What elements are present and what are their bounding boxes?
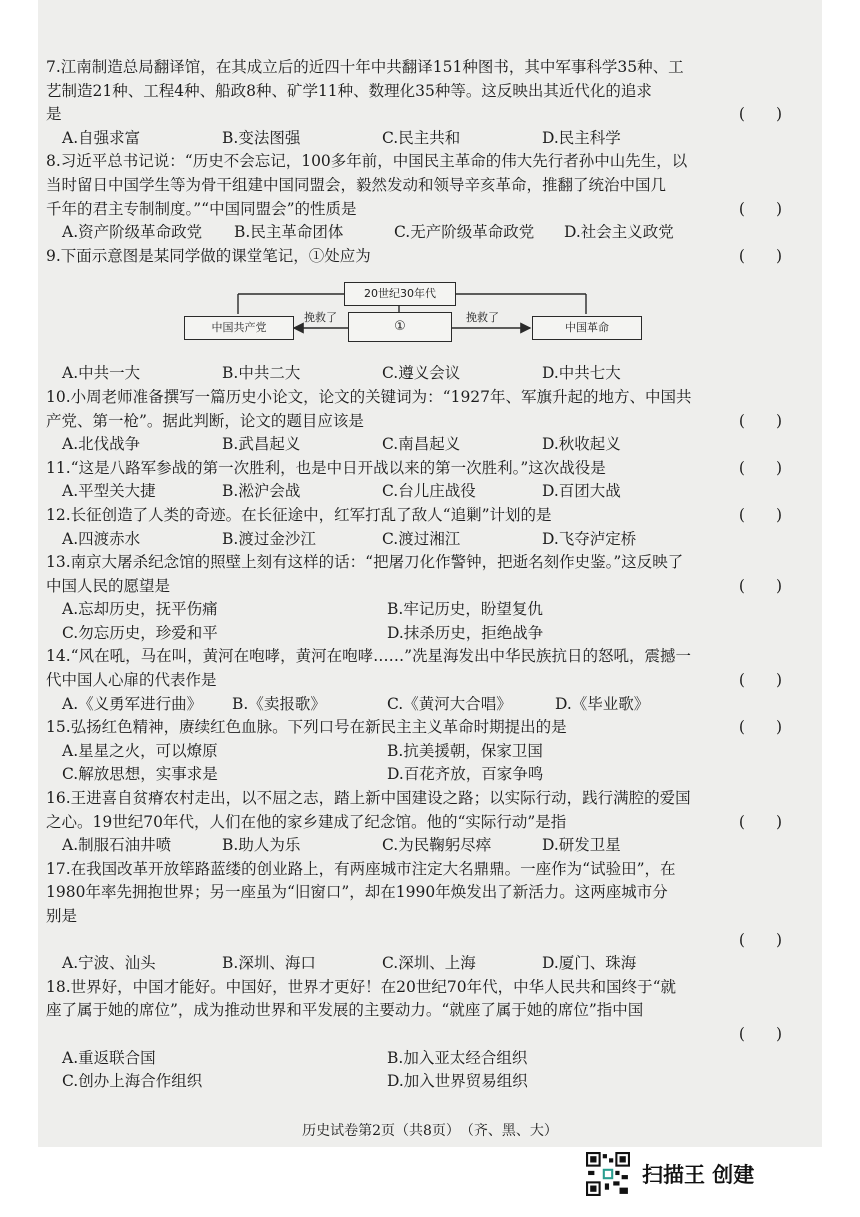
question-stem-line: 18.世界好，中国才能好。中国好，世界才更好！在20世纪70年代，中华人民共和国终于“就 — [46, 977, 677, 996]
question-stem-line: 8.习近平总书记说：“历史不会忘记，100多年前，中国民主革命的伟大先行者孙中山先生，以 — [46, 152, 688, 171]
diagram-box-top: 20世纪30年代 — [344, 282, 456, 306]
question-stem-line: 13.南京大屠杀纪念馆的照壁上刻有这样的话：“把屠刀化作警钟，把逝名刻作史鉴。”这反映了 — [46, 553, 684, 572]
arrow-label-right: 挽救了 — [466, 311, 499, 325]
option-d: D.抹杀历史，拒绝战争 — [387, 623, 544, 642]
option-c: C.无产阶级革命政党 — [394, 223, 535, 242]
page-footer: 历史试卷第2页（共8页） （齐、黑、大） — [302, 1123, 558, 1139]
question-stem-line: 中国人民的愿望是 — [46, 576, 171, 595]
answer-bracket: ( ) — [738, 411, 782, 430]
option-b: B.抗美援朝，保家卫国 — [387, 741, 543, 760]
arrow-label-left: 挽救了 — [304, 311, 337, 325]
question-14 — [46, 645, 792, 716]
answer-bracket: ( ) — [738, 458, 782, 477]
question-18 — [46, 976, 792, 1094]
options-grid — [46, 740, 792, 787]
options-row — [46, 693, 792, 717]
option-b: B.变法图强 — [222, 128, 301, 147]
option-d: D.加入世界贸易组织 — [387, 1072, 528, 1091]
question-stem-line: 11.“这是八路军参战的第一次胜利，也是中日开战以来的第一次胜利。”这次战役是 — [46, 458, 606, 477]
exam-content — [46, 56, 792, 1094]
option-b: B.中共二大 — [222, 364, 301, 383]
question-stem-line: 14.“风在吼，马在叫，黄河在咆哮，黄河在咆哮……”冼星海发出中华民族抗日的怒吼，震撼一 — [46, 647, 692, 666]
option-c: C.解放思想，实事求是 — [62, 765, 218, 784]
answer-bracket: ( ) — [738, 812, 782, 831]
question-stem-line: 17.在我国改革开放筚路蓝缕的创业路上，有两座城市注定大名鼎鼎。一座作为“试验田”，在 — [46, 859, 676, 878]
answer-bracket: ( ) — [738, 718, 782, 737]
option-c: C.南昌起义 — [382, 435, 461, 454]
question-11 — [46, 457, 792, 504]
question-16 — [46, 787, 792, 858]
option-a: A.资产阶级革命政党 — [62, 223, 203, 242]
option-b: B.武昌起义 — [222, 435, 301, 454]
question-stem-line: 是 — [46, 105, 62, 124]
option-b: B.助人为乐 — [222, 836, 301, 855]
question-stem-line: 艺制造21种、工程4种、船政8种、矿学11种、数理化35种等。这反映出其近代化的追求 — [46, 81, 652, 100]
option-a: A.平型关大捷 — [62, 482, 156, 501]
question-stem-line: 当时留日中国学生等为骨干组建中国同盟会，毅然发动和领导辛亥革命，推翻了统治中国几 — [46, 175, 667, 194]
option-d: D.《毕业歌》 — [555, 694, 650, 713]
question-stem-line: 座了属于她的席位”，成为推动世界和平发展的主要动力。“就座了属于她的席位”指中国 — [46, 1001, 644, 1020]
option-d: D.百花齐放，百家争鸣 — [387, 765, 544, 784]
options-row — [46, 433, 792, 457]
scanner-watermark — [586, 1152, 754, 1196]
answer-bracket: ( ) — [738, 246, 782, 265]
option-d: D.民主科学 — [542, 128, 621, 147]
question-stem-line: 12.长征创造了人类的奇迹。在长征途中，红军打乱了敌人“追剿”计划的是 — [46, 505, 552, 524]
option-b: B.加入亚太经合组织 — [387, 1048, 528, 1067]
question-stem-line: 1980年率先拥抱世界；另一座虽为“旧窗口”，却在1990年焕发出了新活力。这两座城市分 — [46, 883, 668, 902]
option-b: B.民主革命团体 — [234, 223, 344, 242]
question-10 — [46, 386, 792, 457]
question-stem-line: 之心。19世纪70年代，人们在他的家乡建成了纪念馆。他的“实际行动”是指 — [46, 812, 567, 831]
options-row — [46, 834, 792, 858]
option-c: C.为民鞠躬尽瘁 — [382, 836, 492, 855]
question-stem-line: 千年的君主专制制度。”“中国同盟会”的性质是 — [46, 199, 357, 218]
option-c: C.台儿庄战役 — [382, 482, 476, 501]
options-row — [46, 528, 792, 552]
question-stem-line: 15.弘扬红色精神，赓续红色血脉。下列口号在新民主主义革命时期提出的是 — [46, 718, 567, 737]
option-a: A.忘却历史，抚平伤痛 — [62, 600, 218, 619]
answer-bracket: ( ) — [738, 1024, 782, 1043]
question-8 — [46, 150, 792, 244]
option-d: D.秋收起义 — [542, 435, 621, 454]
option-b: B.渡过金沙江 — [222, 529, 316, 548]
question-12 — [46, 504, 792, 551]
question-13 — [46, 551, 792, 645]
question-15 — [46, 716, 792, 787]
options-row — [46, 127, 792, 151]
option-c: C.《黄河大合唱》 — [387, 694, 512, 713]
option-a: A.北伐战争 — [62, 435, 141, 454]
options-row — [46, 362, 792, 386]
option-b: B.淞沪会战 — [222, 482, 301, 501]
option-a: A.星星之火，可以燎原 — [62, 741, 218, 760]
question-stem-line: 产党、第一枪”。据此判断，论文的题目应该是 — [46, 411, 364, 430]
question-stem-line: 16.王进喜自贫瘠农村走出，以不屈之志，踏上新中国建设之路；以实际行动，践行满腔的爱国 — [46, 789, 691, 808]
answer-bracket: ( ) — [738, 930, 782, 949]
option-b: B.牢记历史，盼望复仇 — [387, 600, 543, 619]
note-diagram — [46, 272, 792, 358]
option-c: C.勿忘历史，珍爱和平 — [62, 623, 218, 642]
question-stem-line: 7.江南制造总局翻译馆，在其成立后的近四十年中共翻译151种图书，其中军事科学35种、工 — [46, 58, 684, 76]
options-row — [46, 221, 792, 245]
option-a: A.《义勇军进行曲》 — [62, 694, 203, 713]
diagram-box-right: 中国革命 — [532, 316, 642, 340]
options-grid — [46, 1047, 792, 1094]
answer-bracket: ( ) — [738, 105, 782, 124]
option-d: D.社会主义政党 — [564, 223, 674, 242]
option-c: C.民主共和 — [382, 128, 461, 147]
option-c: C.深圳、上海 — [382, 954, 476, 973]
option-d: D.百团大战 — [542, 482, 621, 501]
question-stem-line: 10.小周老师准备撰写一篇历史小论文，论文的关键词为：“1927年、军旗升起的地方、中国共 — [46, 387, 692, 406]
option-c: C.遵义会议 — [382, 364, 461, 383]
diagram-box-center: ① — [348, 312, 452, 342]
option-a: A.重返联合国 — [62, 1048, 156, 1067]
qr-code-icon — [586, 1152, 630, 1196]
answer-bracket: ( ) — [738, 671, 782, 690]
option-b: B.《卖报歌》 — [232, 694, 326, 713]
option-d: D.厦门、珠海 — [542, 954, 637, 973]
diagram-box-left: 中国共产党 — [184, 316, 294, 340]
brand-name: 扫描王 创建 — [642, 1163, 755, 1187]
option-d: D.中共七大 — [542, 364, 621, 383]
options-row — [46, 952, 792, 976]
question-stem-line: 代中国人心扉的代表作是 — [46, 671, 217, 690]
question-17 — [46, 858, 792, 976]
option-c: C.创办上海合作组织 — [62, 1072, 203, 1091]
option-a: A.中共一大 — [62, 364, 141, 383]
option-a: A.自强求富 — [62, 128, 141, 147]
options-grid — [46, 598, 792, 645]
answer-bracket: ( ) — [738, 199, 782, 218]
options-row — [46, 480, 792, 504]
option-a: A.宁波、汕头 — [62, 954, 156, 973]
option-a: A.四渡赤水 — [62, 529, 141, 548]
option-a: A.制服石油井喷 — [62, 836, 172, 855]
option-c: C.渡过湘江 — [382, 529, 461, 548]
option-b: B.深圳、海口 — [222, 954, 316, 973]
question-7 — [46, 56, 792, 150]
question-9 — [46, 245, 792, 386]
answer-bracket: ( ) — [738, 576, 782, 595]
option-d: D.研发卫星 — [542, 836, 621, 855]
question-stem-line: 别是 — [46, 907, 78, 925]
answer-bracket: ( ) — [738, 505, 782, 524]
option-d: D.飞夺泸定桥 — [542, 529, 637, 548]
question-stem-line: 9.下面示意图是某同学做的课堂笔记，①处应为 — [46, 246, 371, 265]
